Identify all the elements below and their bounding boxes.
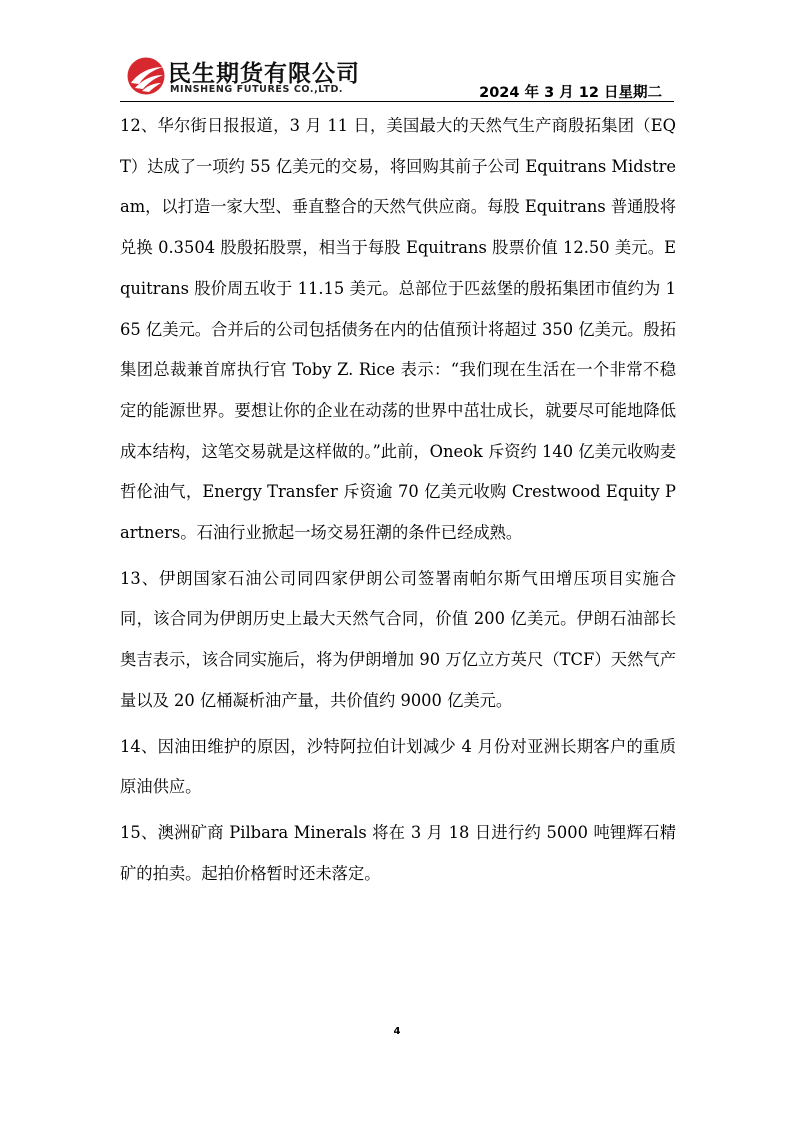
minsheng-logo-icon [126,56,166,96]
header-divider [120,101,674,102]
news-item-14: 14、因油田维护的原因，沙特阿拉伯计划减少 4 月份对亚洲长期客户的重质原油供应。 [120,736,676,797]
article-body [120,106,676,894]
company-logo [120,56,360,100]
news-item-15: 15、澳洲矿商 Pilbara Minerals 将在 3 月 18 日进行约 5000 吨锂辉石精矿的拍卖。起拍价格暂时还未落定。 [120,822,676,883]
report-date: 2024 年 3 月 12 日星期二 [479,85,662,101]
company-name-en: MINSHENG FUTURES CO.,LTD. [170,84,344,95]
company-name-cn: 民生期货有限公司 [168,61,360,87]
news-item-13: 13、伊朗国家石油公司同四家伊朗公司签署南帕尔斯气田增压项目实施合同，该合同为伊朗历史上最大天然气合同，价值 200 亿美元。伊朗石油部长奥吉表示，该合同实施后，将为伊朗增加 90 万亿立方英尺（TCF）天然气产量以及 20 亿桶凝析油产量，共价值约 9000 亿美元。 [120,568,676,710]
page-number: 4 [393,1026,401,1037]
news-item-12: 12、华尔街日报报道，3 月 11 日，美国最大的天然气生产商殷拓集团（EQT）达成了一项约 55 亿美元的交易，将回购其前子公司 Equitrans Midstream，以打造一家大型、垂直整合的天然气供应商。每股 Equitrans 普通股将兑换 0.3504 股殷拓股票，相当于每股 Equitrans 股票价值 12.50 美元。Equitrans 股价周五收于 11.15 美元。总部位于匹兹堡的殷拓集团市值约为 165 亿美元。合并后的公司包括债务在内的估值预计将超过 350 亿美元。殷拓集团总裁兼首席执行官 Toby Z. Rice 表示：“我们现在生活在一个非常不稳定的能源世界。要想让你的企业在动荡的世界中茁壮成长，就要尽可能地降低成本结构，这笔交易就是这样做的。”此前，Oneok 斥资约 140 亿美元收购麦哲伦油气，Energy Transfer 斥资逾 70 亿美元收购 Crestwood Equity Partners。石油行业掀起一场交易狂潮的条件已经成熟。 [120,116,676,543]
page-header [120,52,674,102]
